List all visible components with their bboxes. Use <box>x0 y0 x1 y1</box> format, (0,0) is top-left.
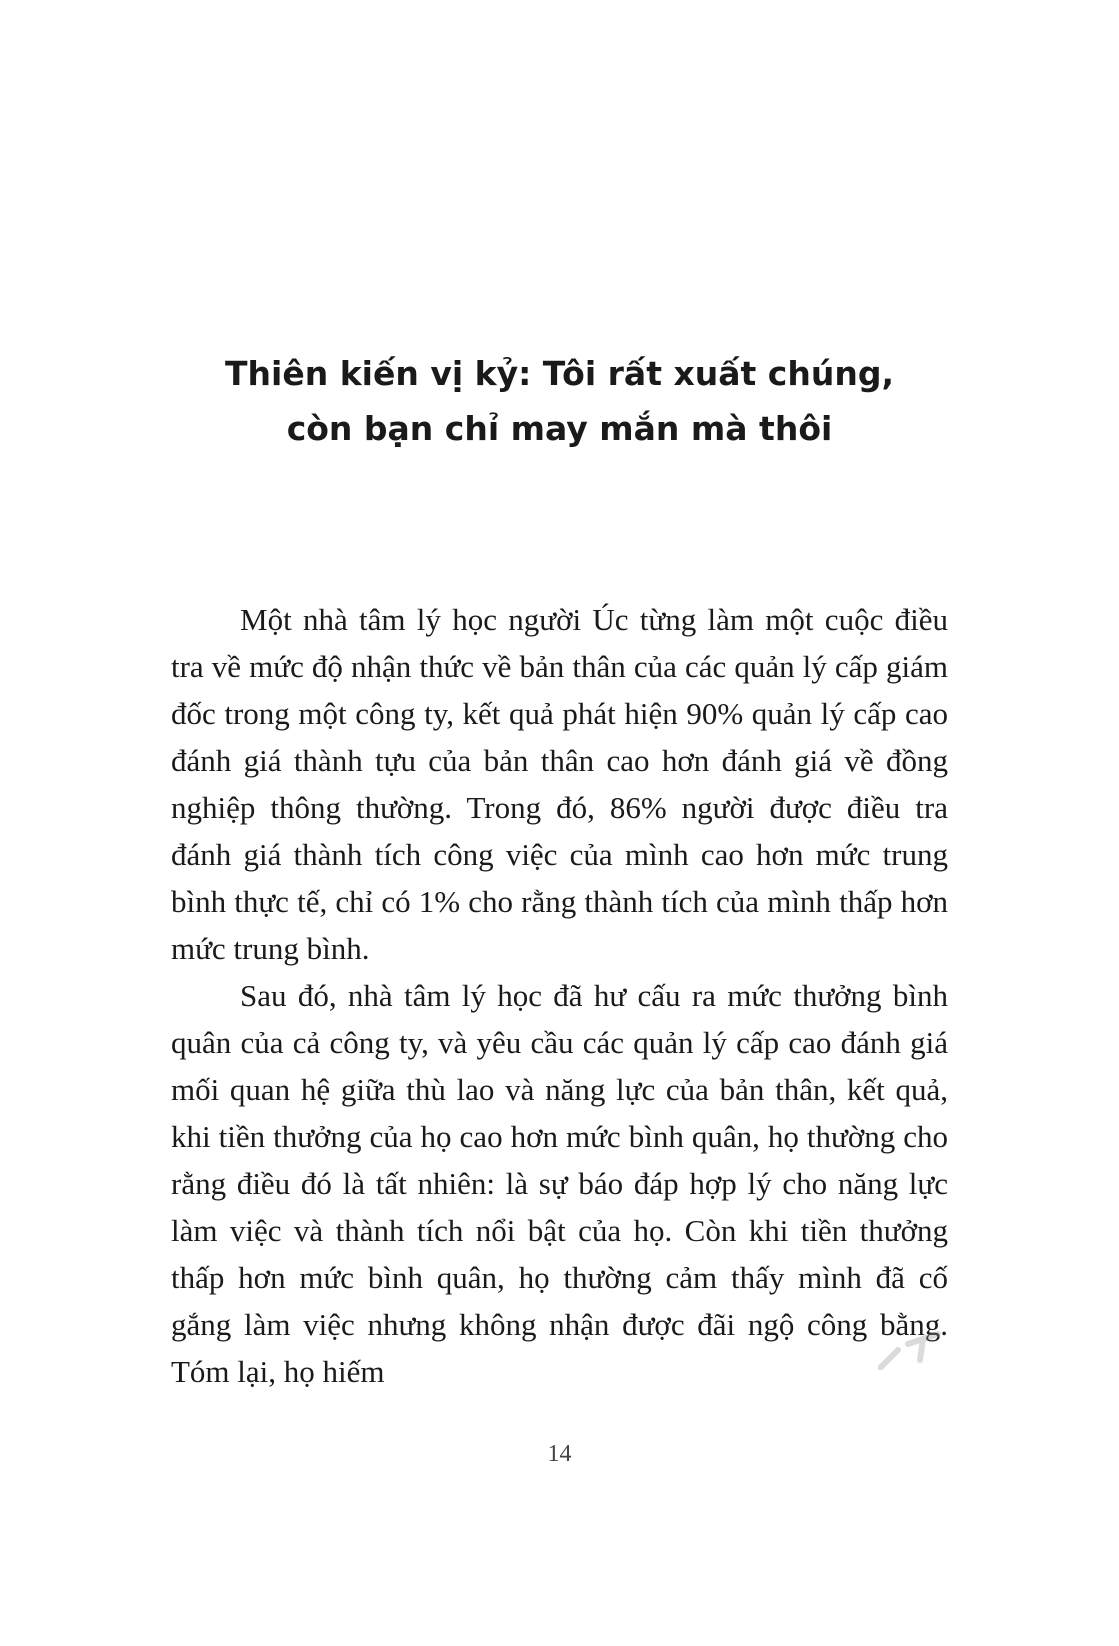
watermark-mark-icon <box>878 1330 948 1370</box>
chapter-title-line-2: còn bạn chỉ may mắn mà thôi <box>286 409 833 448</box>
body-text <box>171 596 948 1395</box>
chapter-title <box>0 346 1119 456</box>
paragraph-2: Sau đó, nhà tâm lý học đã hư cấu ra mức thưởng bình quân của cả công ty, và yêu cầu các quản lý cấp cao đánh giá mối quan hệ giữa thù lao và năng lực của bản thân, kết quả, khi tiền thưởng của họ cao hơn mức bình quân, họ thường cho rằng điều đó là tất nhiên: là sự báo đáp hợp lý cho năng lực làm việc và thành tích nổi bật của họ. Còn khi tiền thưởng thấp hơn mức bình quân, họ thường cảm thấy mình đã cố gắng làm việc nhưng không nhận được đãi ngộ công bằng. Tóm lại, họ hiếm <box>171 978 948 1389</box>
paragraph-1: Một nhà tâm lý học người Úc từng làm một cuộc điều tra về mức độ nhận thức về bản thân của các quản lý cấp giám đốc trong một công ty, kết quả phát hiện 90% quản lý cấp cao đánh giá thành tựu của bản thân cao hơn đánh giá về đồng nghiệp thông thường. Trong đó, 86% người được điều tra đánh giá thành tích công việc của mình cao hơn mức trung bình thực tế, chỉ có 1% cho rằng thành tích của mình thấp hơn mức trung bình. <box>171 602 948 966</box>
chapter-title-line-1: Thiên kiến vị kỷ: Tôi rất xuất chúng, <box>225 354 894 393</box>
page-number: 14 <box>547 1441 572 1467</box>
